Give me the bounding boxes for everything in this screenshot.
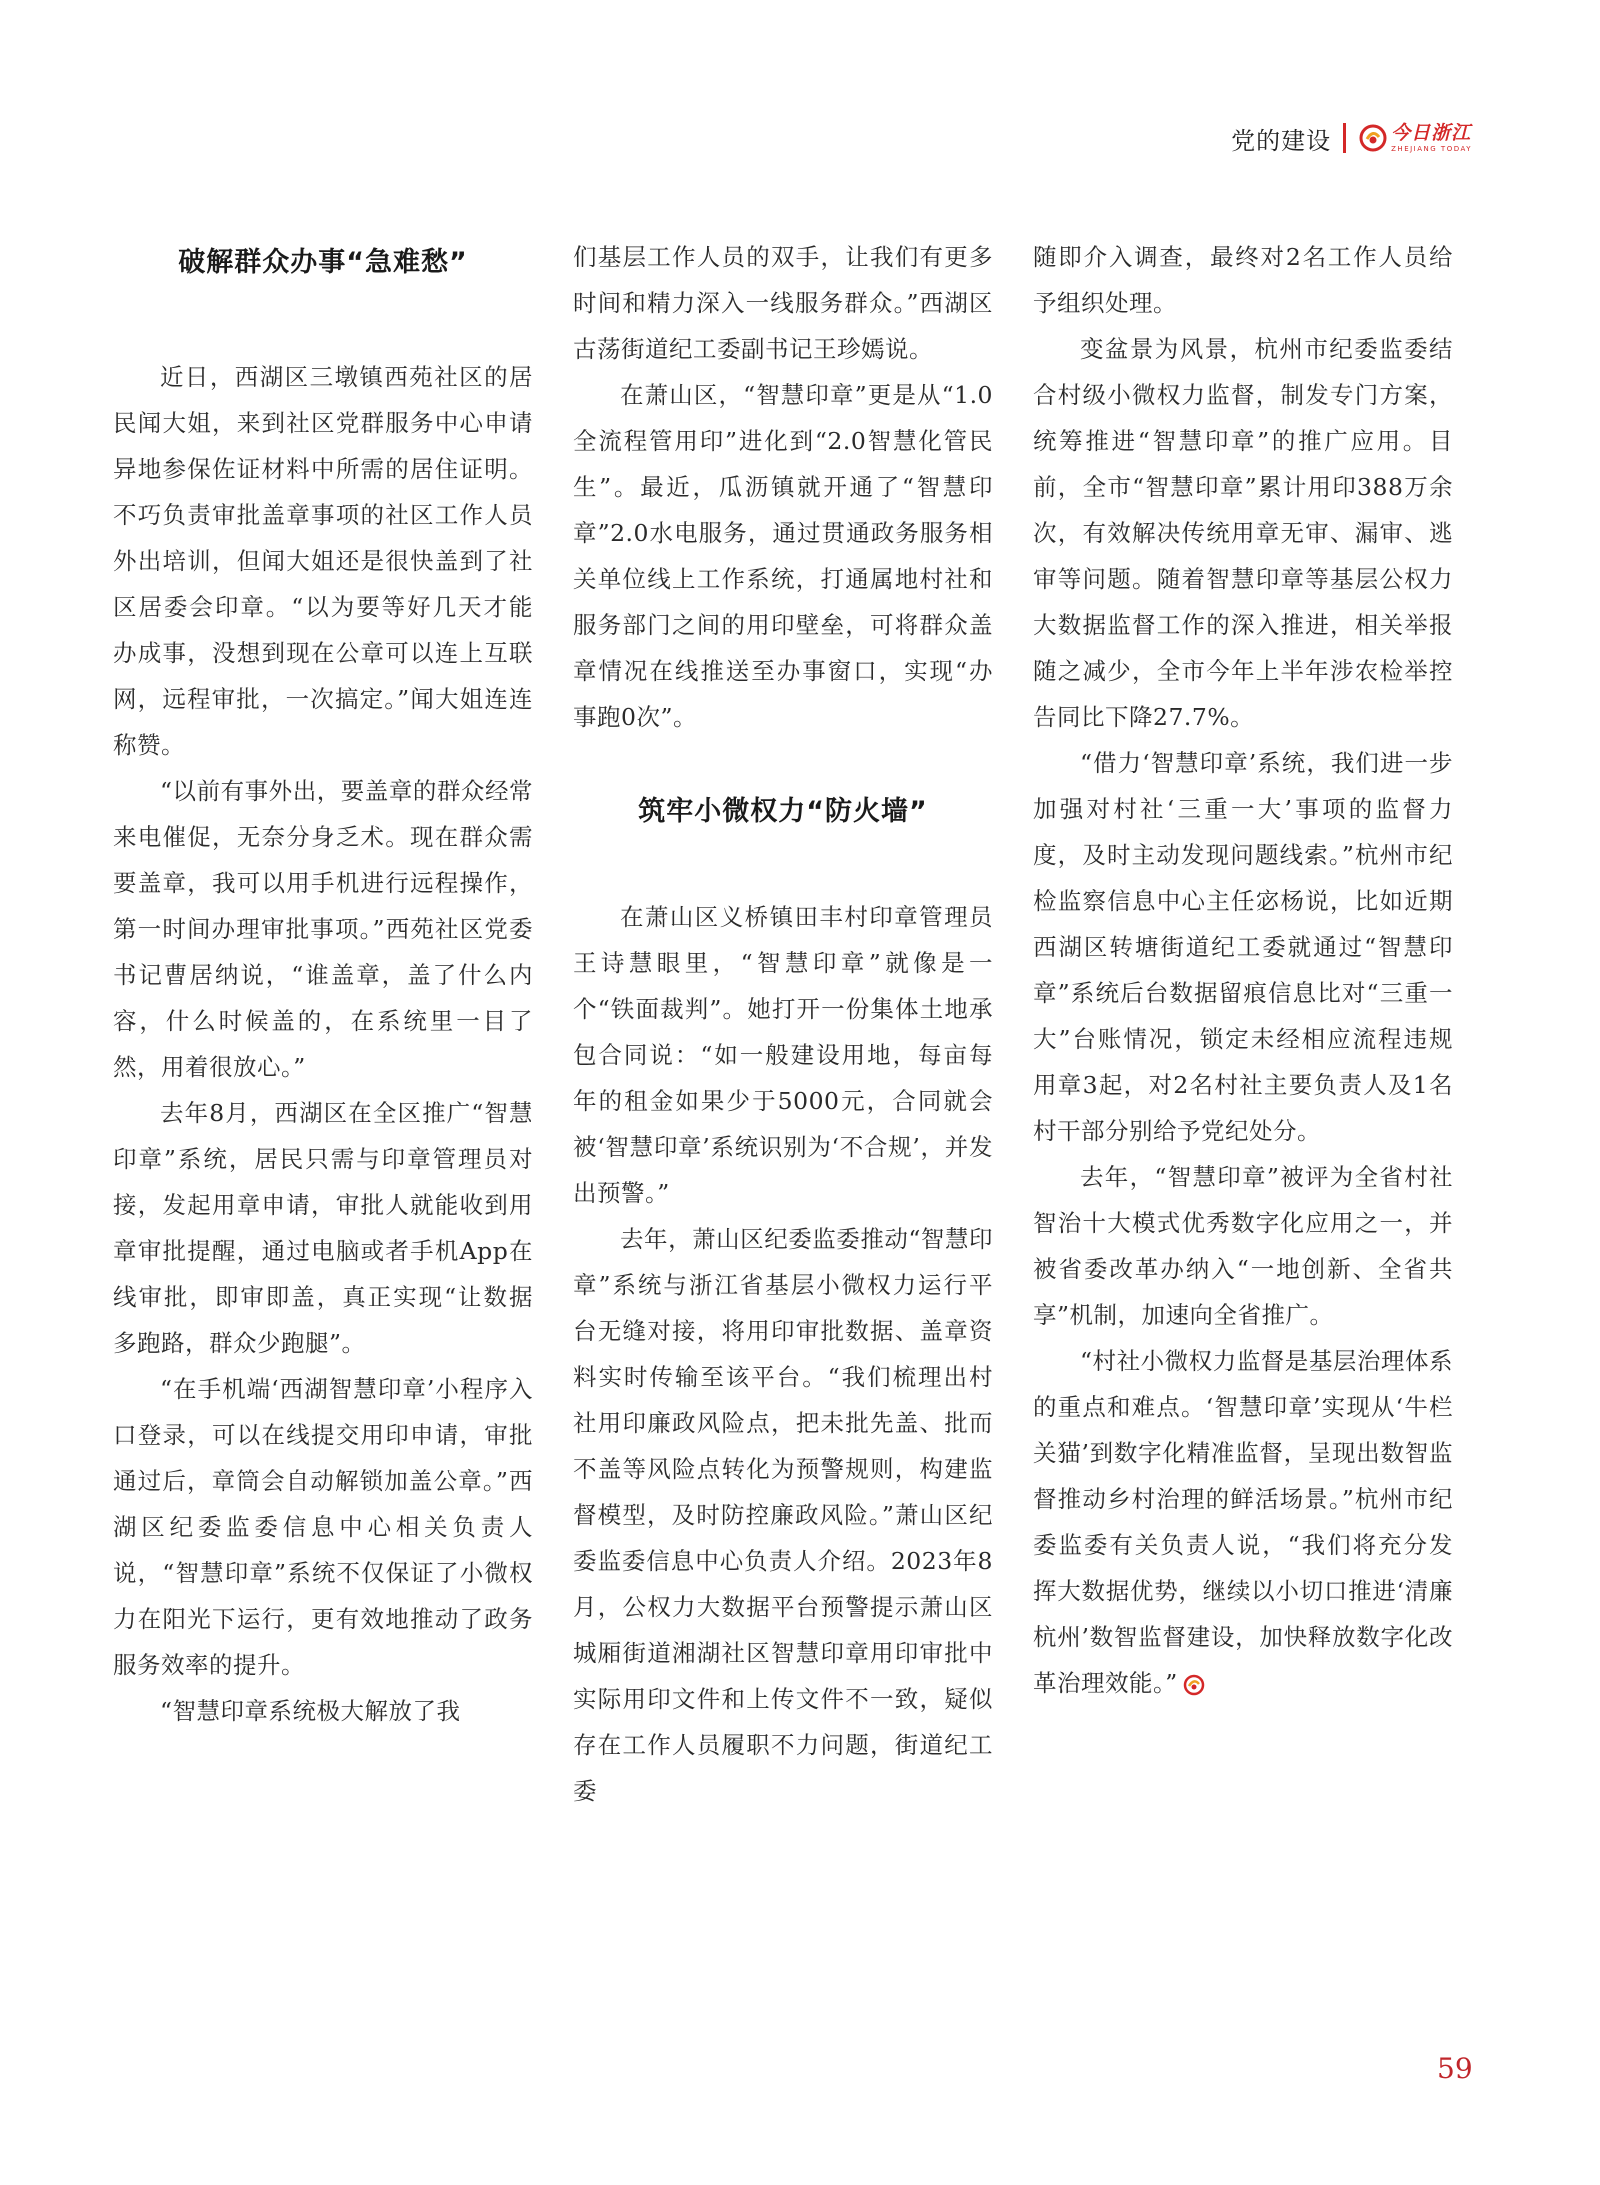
section-heading-2: 筑牢小微权力“防火墙”	[638, 796, 928, 827]
paragraph: 去年，“智慧印章”被评为全省村社智治十大模式优秀数字化应用之一，并被省委改革办纳入“一地创新、全省共享”机制，加速向全省推广。	[1033, 1163, 1453, 1329]
header-divider	[1343, 123, 1346, 153]
paragraph: “在手机端‘西湖智慧印章’小程序入口登录，可以在线提交用印申请，审批通过后，章筒会自动解锁加盖公章。”西湖区纪委监委信息中心相关负责人说，“智慧印章”系统不仅保证了小微权力在阳光下运行，更有效地推动了政务服务效率的提升。	[113, 1375, 533, 1679]
magazine-logo	[1358, 123, 1472, 153]
page-header	[1231, 118, 1472, 158]
paragraph: 在萧山区义桥镇田丰村印章管理员王诗慧眼里，“智慧印章”就像是一个“铁面裁判”。她打开一份集体土地承包合同说：“如一般建设用地，每亩每年的租金如果少于5000元，合同就会被‘智慧印章’系统识别为‘不合规’，并发出预警。”	[573, 903, 993, 1207]
paragraph-continued: 随即介入调查，最终对2名工作人员给予组织处理。	[1033, 243, 1453, 317]
section-name: 党的建设	[1231, 126, 1332, 155]
section-heading-1: 破解群众办事“急难愁”	[178, 247, 468, 278]
column-2	[573, 234, 993, 1814]
column-1	[113, 234, 533, 1734]
paragraph: 去年8月，西湖区在全区推广“智慧印章”系统，居民只需与印章管理员对接，发起用章申请，审批人就能收到用章审批提醒，通过电脑或者手机App在线审批，即审即盖，真正实现“让数据多跑路，群众少跑腿”。	[113, 1099, 533, 1357]
article-end-icon	[1182, 1673, 1206, 1697]
logo-swirl-icon	[1358, 123, 1388, 153]
paragraph: 去年，萧山区纪委监委推动“智慧印章”系统与浙江省基层小微权力运行平台无缝对接，将用印审批数据、盖章资料实时传输至该平台。“我们梳理出村社用印廉政风险点，把未批先盖、批而不盖等风险点转化为预警规则，构建监督模型，及时防控廉政风险。”萧山区纪委监委信息中心负责人介绍。2023年8月，公权力大数据平台预警提示萧山区城厢街道湘湖社区智慧印章用印审批中实际用印文件和上传文件不一致，疑似存在工作人员履职不力问题，街道纪工委	[573, 1225, 993, 1805]
paragraph: 变盆景为风景，杭州市纪委监委结合村级小微权力监督，制发专门方案，统筹推进“智慧印章”的推广应用。目前，全市“智慧印章”累计用印388万余次，有效解决传统用章无审、漏审、逃审等问题。随着智慧印章等基层公权力大数据监督工作的深入推进，相关举报随之减少，全市今年上半年涉农检举控告同比下降27.7%。	[1033, 335, 1453, 731]
paragraph: 在萧山区，“智慧印章”更是从“1.0全流程管用印”进化到“2.0智慧化管民生”。最近，瓜沥镇就开通了“智慧印章”2.0水电服务，通过贯通政务服务相关单位线上工作系统，打通属地村社和服务部门之间的用印壁垒，可将群众盖章情况在线推送至办事窗口，实现“办事跑0次”。	[573, 381, 993, 731]
column-3	[1033, 234, 1453, 1706]
logo-english: ZHEJIANG TODAY	[1391, 144, 1472, 153]
paragraph-continued: 们基层工作人员的双手，让我们有更多时间和精力深入一线服务群众。”西湖区古荡街道纪工委副书记王珍嫣说。	[573, 243, 993, 363]
paragraph: 近日，西湖区三墩镇西苑社区的居民闻大姐，来到社区党群服务中心申请异地参保佐证材料中所需的居住证明。不巧负责审批盖章事项的社区工作人员外出培训，但闻大姐还是很快盖到了社区居委会印章。“以为要等好几天才能办成事，没想到现在公章可以连上互联网，远程审批，一次搞定。”闻大姐连连称赞。	[113, 363, 533, 759]
paragraph-last	[1033, 1338, 1453, 1706]
paragraph: “以前有事外出，要盖章的群众经常来电催促，无奈分身乏术。现在群众需要盖章，我可以用手机进行远程操作，第一时间办理审批事项。”西苑社区党委书记曹居纳说，“谁盖章，盖了什么内容，什么时候盖的，在系统里一目了然，用着很放心。”	[113, 777, 533, 1081]
paragraph: “智慧印章系统极大解放了我	[160, 1697, 461, 1725]
paragraph-text: “村社小微权力监督是基层治理体系的重点和难点。‘智慧印章’实现从‘牛栏关猫’到数字化精准监督，呈现出数智监督推动乡村治理的鲜活场景。”杭州市纪委监委有关负责人说，“我们将充分发挥大数据优势，继续以小切口推进‘清廉杭州’数智监督建设，加快释放数字化改革治理效能。”	[1033, 1347, 1453, 1697]
paragraph: “借力‘智慧印章’系统，我们进一步加强对村社‘三重一大’事项的监督力度，及时主动发现问题线索。”杭州市纪检监察信息中心主任宓杨说，比如近期西湖区转塘街道纪工委就通过“智慧印章”系统后台数据留痕信息比对“三重一大”台账情况，锁定未经相应流程违规用章3起，对2名村社主要负责人及1名村干部分别给予党纪处分。	[1033, 749, 1453, 1145]
logo-chinese: 今日浙江	[1391, 121, 1472, 144]
page-number: 59	[1437, 2052, 1473, 2085]
